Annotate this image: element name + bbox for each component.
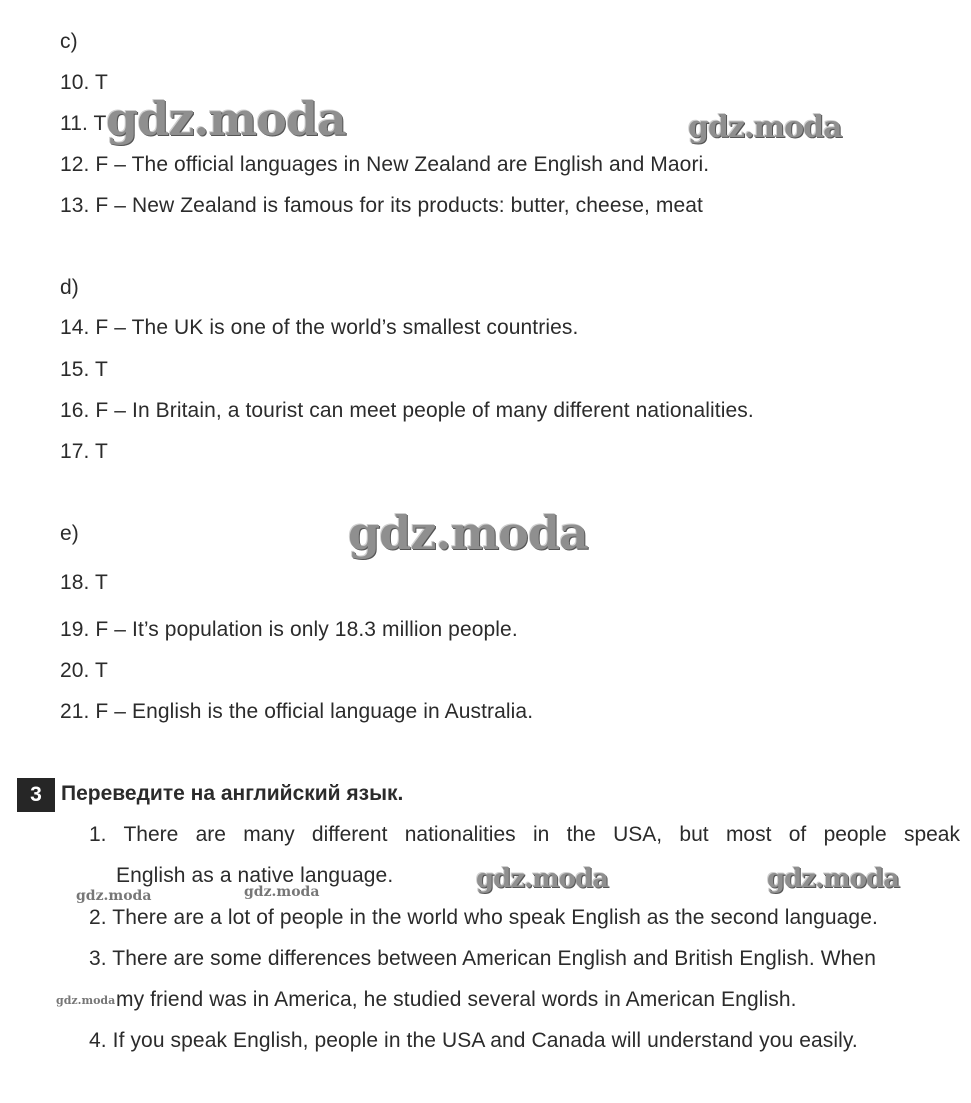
translation-3-line-1: 3. There are some differences between American English and British English. When — [89, 947, 876, 970]
answer-16: 16. F – In Britain, a tourist can meet people of many different nationalities. — [60, 399, 754, 422]
answer-20: 20. T — [60, 659, 108, 682]
answer-18: 18. T — [60, 571, 108, 594]
task-title: Переведите на английский язык. — [61, 782, 404, 805]
answer-13: 13. F – New Zealand is famous for its products: butter, cheese, meat — [60, 194, 703, 217]
answer-12: 12. F – The official languages in New Zealand are English and Maori. — [60, 153, 710, 176]
watermark-logo: gdz.moda — [476, 864, 609, 894]
answer-19: 19. F – It’s population is only 18.3 million people. — [60, 618, 518, 641]
section-c-label: c) — [60, 30, 78, 53]
answer-21: 21. F – English is the official language in Australia. — [60, 700, 534, 723]
answer-14: 14. F – The UK is one of the world’s smallest countries. — [60, 316, 579, 339]
answer-17: 17. T — [60, 440, 108, 463]
translation-3-line-2: my friend was in America, he studied several words in American English. — [116, 988, 797, 1011]
section-e-label: e) — [60, 522, 79, 545]
answer-11: 11. T — [60, 112, 107, 135]
translation-2: 2. There are a lot of people in the world who speak English as the second language. — [89, 906, 878, 929]
translation-1-line-1: 1. There are many different nationalities in the USA, but most of people speak — [89, 823, 960, 846]
watermark-logo: gdz.moda — [106, 92, 346, 146]
watermark-logo: gdz.moda — [244, 884, 320, 900]
answer-15: 15. T — [60, 358, 108, 381]
translation-4: 4. If you speak English, people in the USA and Canada will understand you easily. — [89, 1029, 858, 1052]
watermark-logo: gdz.moda — [767, 864, 900, 894]
watermark-logo: gdz.moda — [56, 994, 116, 1007]
answer-10: 10. T — [60, 71, 108, 94]
translation-1-line-2: English as a native language. — [116, 864, 394, 887]
watermark-logo: gdz.moda — [348, 506, 588, 560]
watermark-logo: gdz.moda — [688, 110, 842, 145]
watermark-logo: gdz.moda — [76, 888, 152, 904]
task-number-badge: 3 — [17, 778, 55, 812]
section-d-label: d) — [60, 276, 79, 299]
